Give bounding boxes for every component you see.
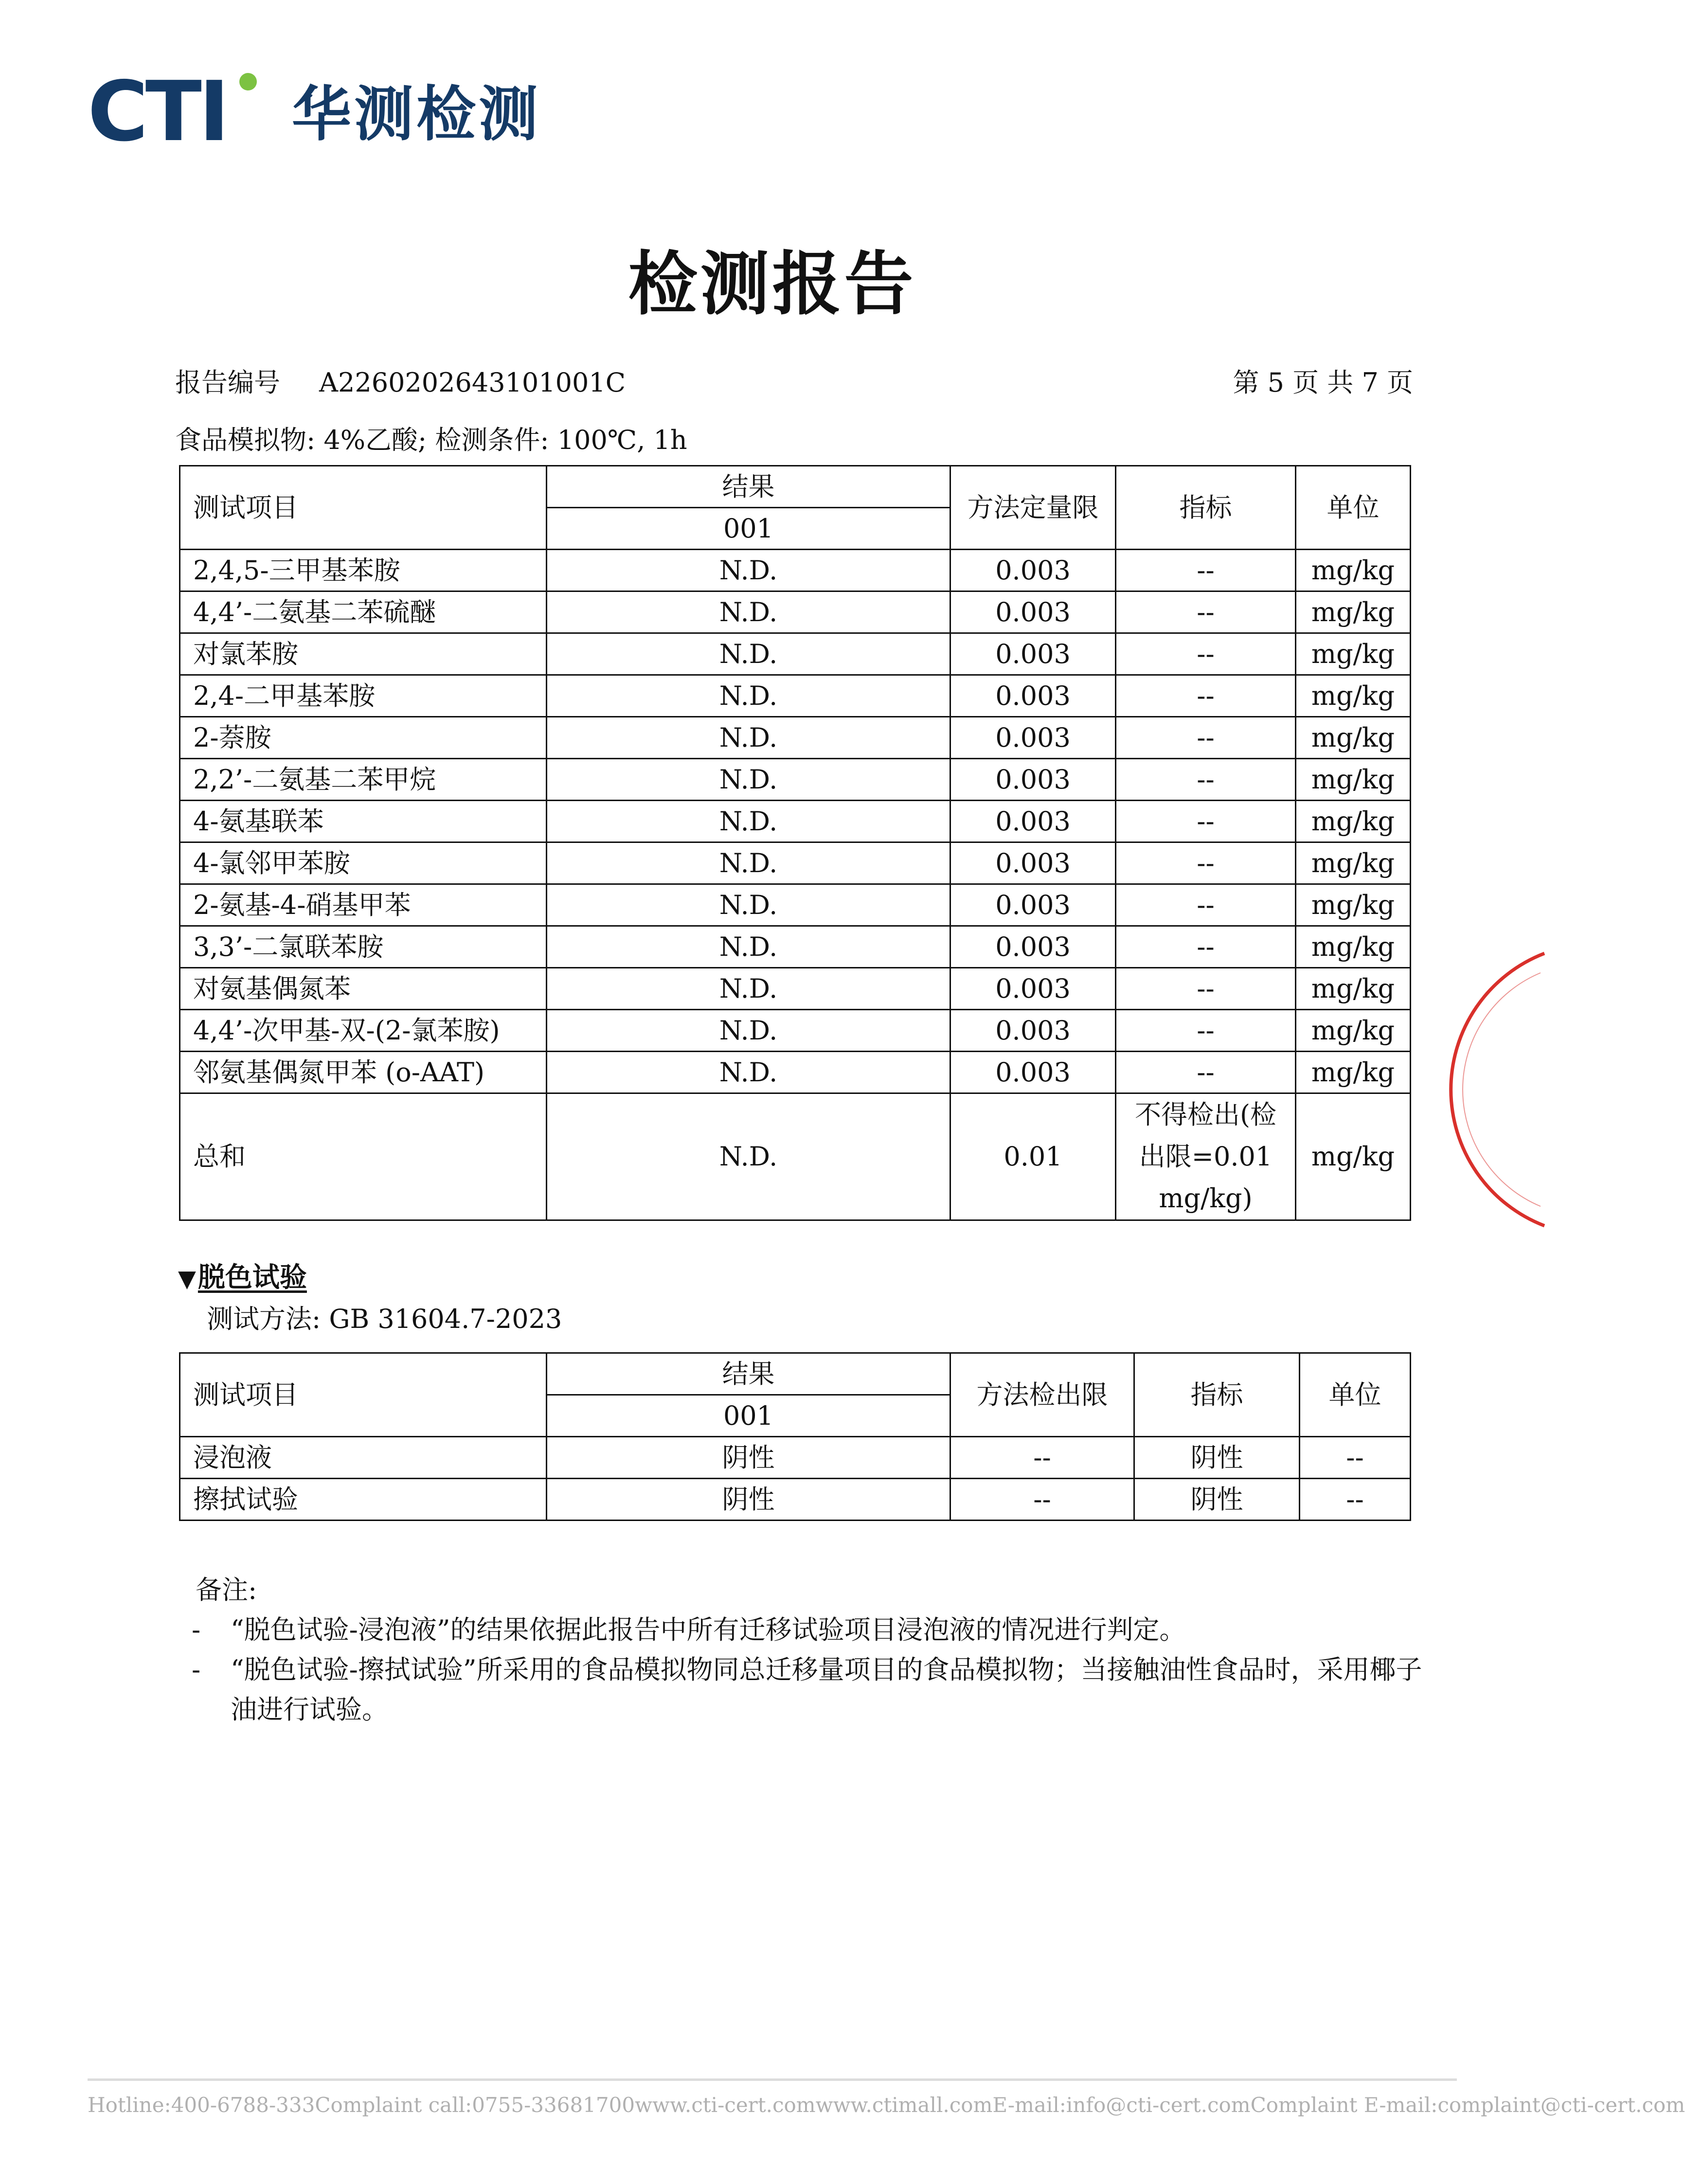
test-method: 测试方法: GB 31604.7-2023 [207, 1304, 562, 1334]
page-info: 第 5 页 共 7 页 [1233, 367, 1413, 398]
cell-result: 阴性 [547, 1437, 950, 1479]
total-item: 总和 [180, 1093, 547, 1220]
header-result: 结果 [547, 466, 950, 508]
header-index: 指标 [1116, 466, 1296, 550]
cell-unit: mg/kg [1296, 1010, 1411, 1052]
logo-dot [239, 73, 257, 90]
cell-index: -- [1116, 717, 1296, 759]
notes-heading: 备注: [196, 1575, 257, 1605]
cell-index: -- [1116, 842, 1296, 884]
header-item: 测试项目 [180, 466, 547, 550]
cell-result: N.D. [547, 633, 950, 675]
cell-unit: mg/kg [1296, 968, 1411, 1010]
cell-result: 阴性 [547, 1479, 950, 1521]
table-header-row [180, 466, 1411, 508]
cell-result: N.D. [547, 717, 950, 759]
aromatic-amine-table [179, 465, 1411, 1221]
cell-result: N.D. [547, 759, 950, 801]
cell-limit: 0.003 [950, 717, 1116, 759]
cell-item: 3,3’-二氯联苯胺 [180, 926, 547, 968]
table-row [180, 1479, 1411, 1521]
cell-item: 2-氨基-4-硝基甲苯 [180, 884, 547, 926]
cell-index: -- [1116, 759, 1296, 801]
cell-index: -- [1116, 1010, 1296, 1052]
table-row [180, 884, 1411, 926]
cell-unit: mg/kg [1296, 675, 1411, 717]
footer-complaint-call: Complaint call:0755-33681700 [315, 2093, 635, 2117]
cell-item: 对氯苯胺 [180, 633, 547, 675]
cell-result: N.D. [547, 968, 950, 1010]
footer [88, 2092, 1685, 2119]
table-row [180, 968, 1411, 1010]
cell-result: N.D. [547, 550, 950, 591]
cell-limit: 0.003 [950, 801, 1116, 842]
cell-unit: mg/kg [1296, 717, 1411, 759]
cell-item: 4-氯邻甲苯胺 [180, 842, 547, 884]
footer-complaint-email-link[interactable]: Complaint E-mail:complaint@cti-cert.com [1250, 2093, 1685, 2117]
cell-unit: mg/kg [1296, 550, 1411, 591]
table-row [180, 633, 1411, 675]
total-index: 不得检出(检出限=0.01 mg/kg) [1116, 1093, 1296, 1220]
report-number: A2260202643101001C [319, 367, 626, 398]
cell-item: 2,4,5-三甲基苯胺 [180, 550, 547, 591]
total-unit: mg/kg [1296, 1093, 1411, 1220]
cell-item: 4,4’-次甲基-双-(2-氯苯胺) [180, 1010, 547, 1052]
header-item: 测试项目 [180, 1353, 547, 1437]
report-number-label: 报告编号 [175, 367, 280, 398]
cell-index: -- [1116, 884, 1296, 926]
logo-brand: CTI [88, 64, 227, 160]
cell-item: 擦拭试验 [180, 1479, 547, 1521]
cell-item: 对氨基偶氮苯 [180, 968, 547, 1010]
cell-index: -- [1116, 675, 1296, 717]
header-unit: 单位 [1296, 466, 1411, 550]
cell-unit: mg/kg [1296, 842, 1411, 884]
table-row [180, 591, 1411, 633]
cell-limit: 0.003 [950, 968, 1116, 1010]
cell-item: 4-氨基联苯 [180, 801, 547, 842]
cell-index: 阴性 [1134, 1479, 1300, 1521]
header-limit: 方法定量限 [950, 466, 1116, 550]
table-row [180, 1010, 1411, 1052]
test-condition: 食品模拟物: 4%乙酸; 检测条件: 100℃, 1h [175, 425, 687, 455]
cell-item: 4,4’-二氨基二苯硫醚 [180, 591, 547, 633]
cell-unit: mg/kg [1296, 801, 1411, 842]
cell-index: -- [1116, 801, 1296, 842]
table-header-row [180, 1353, 1411, 1395]
note-text: “脱色试验-浸泡液”的结果依据此报告中所有迁移试验项目浸泡液的情况进行判定。 [231, 1614, 1186, 1645]
section-title: 脱色试验 [197, 1261, 307, 1293]
cell-result: N.D. [547, 884, 950, 926]
cell-result: N.D. [547, 675, 950, 717]
section-heading [178, 1260, 307, 1296]
bullet-dash: - [192, 1614, 201, 1645]
table-row [180, 926, 1411, 968]
cell-result: N.D. [547, 842, 950, 884]
table-row [180, 717, 1411, 759]
table-row [180, 1437, 1411, 1479]
decolorization-table [179, 1352, 1411, 1521]
header-sample: 001 [547, 1395, 950, 1437]
table-row [180, 675, 1411, 717]
cell-limit: 0.003 [950, 550, 1116, 591]
cell-result: N.D. [547, 801, 950, 842]
cell-limit: -- [950, 1479, 1134, 1521]
cell-limit: 0.003 [950, 633, 1116, 675]
cell-unit: mg/kg [1296, 591, 1411, 633]
cell-index: -- [1116, 926, 1296, 968]
header-unit: 单位 [1300, 1353, 1411, 1437]
table-row [180, 801, 1411, 842]
cell-item: 邻氨基偶氮甲苯 (o-AAT) [180, 1052, 547, 1093]
total-limit: 0.01 [950, 1093, 1116, 1220]
cell-unit: -- [1300, 1479, 1411, 1521]
report-number-line [175, 366, 626, 400]
footer-site-link[interactable]: www.cti-cert.com [635, 2093, 816, 2117]
cell-result: N.D. [547, 1010, 950, 1052]
cell-unit: mg/kg [1296, 759, 1411, 801]
cell-item: 2,2’-二氨基二苯甲烷 [180, 759, 547, 801]
cell-limit: 0.003 [950, 675, 1116, 717]
footer-mall-link[interactable]: www.ctimall.com [815, 2093, 993, 2117]
header-result: 结果 [547, 1353, 950, 1395]
cell-index: -- [1116, 591, 1296, 633]
cell-limit: 0.003 [950, 759, 1116, 801]
cell-index: -- [1116, 633, 1296, 675]
footer-hotline: Hotline:400-6788-333 [88, 2093, 315, 2117]
cell-limit: 0.003 [950, 1010, 1116, 1052]
table-row [180, 1052, 1411, 1093]
cell-unit: mg/kg [1296, 884, 1411, 926]
report-title: 检测报告 [628, 244, 916, 324]
cell-item: 2,4-二甲基苯胺 [180, 675, 547, 717]
cell-limit: 0.003 [950, 842, 1116, 884]
cell-unit: mg/kg [1296, 926, 1411, 968]
cell-index: -- [1116, 550, 1296, 591]
cell-item: 2-萘胺 [180, 717, 547, 759]
cell-index: -- [1116, 1052, 1296, 1093]
table-row [180, 759, 1411, 801]
cell-limit: 0.003 [950, 591, 1116, 633]
header-sample: 001 [547, 508, 950, 550]
cell-limit: 0.003 [950, 1052, 1116, 1093]
cell-limit: -- [950, 1437, 1134, 1479]
footer-divider [88, 2078, 1457, 2081]
table-row [180, 842, 1411, 884]
cell-result: N.D. [547, 591, 950, 633]
cell-unit: mg/kg [1296, 633, 1411, 675]
cell-limit: 0.003 [950, 926, 1116, 968]
cell-limit: 0.003 [950, 884, 1116, 926]
triangle-marker-icon: ▼ [178, 1265, 196, 1292]
header-limit: 方法检出限 [950, 1353, 1134, 1437]
table-row [180, 550, 1411, 591]
footer-email-link[interactable]: E-mail:info@cti-cert.com [992, 2093, 1251, 2117]
table-total-row [180, 1093, 1411, 1220]
cell-index: -- [1116, 968, 1296, 1010]
total-result: N.D. [547, 1093, 950, 1220]
cell-result: N.D. [547, 926, 950, 968]
bullet-dash: - [192, 1654, 201, 1685]
cell-index: 阴性 [1134, 1437, 1300, 1479]
cell-item: 浸泡液 [180, 1437, 547, 1479]
header-index: 指标 [1134, 1353, 1300, 1437]
cell-result: N.D. [547, 1052, 950, 1093]
note-item [190, 1610, 1435, 1650]
note-item [190, 1650, 1435, 1730]
seal-stamp-icon [1510, 953, 1544, 1226]
cell-unit: -- [1300, 1437, 1411, 1479]
note-text: “脱色试验-擦拭试验”所采用的食品模拟物同总迁移量项目的食品模拟物；当接触油性食品时，采用椰子油进行试验。 [231, 1654, 1422, 1725]
notes [190, 1570, 1435, 1730]
logo-name-cn: 华测检测 [292, 80, 541, 149]
cell-unit: mg/kg [1296, 1052, 1411, 1093]
